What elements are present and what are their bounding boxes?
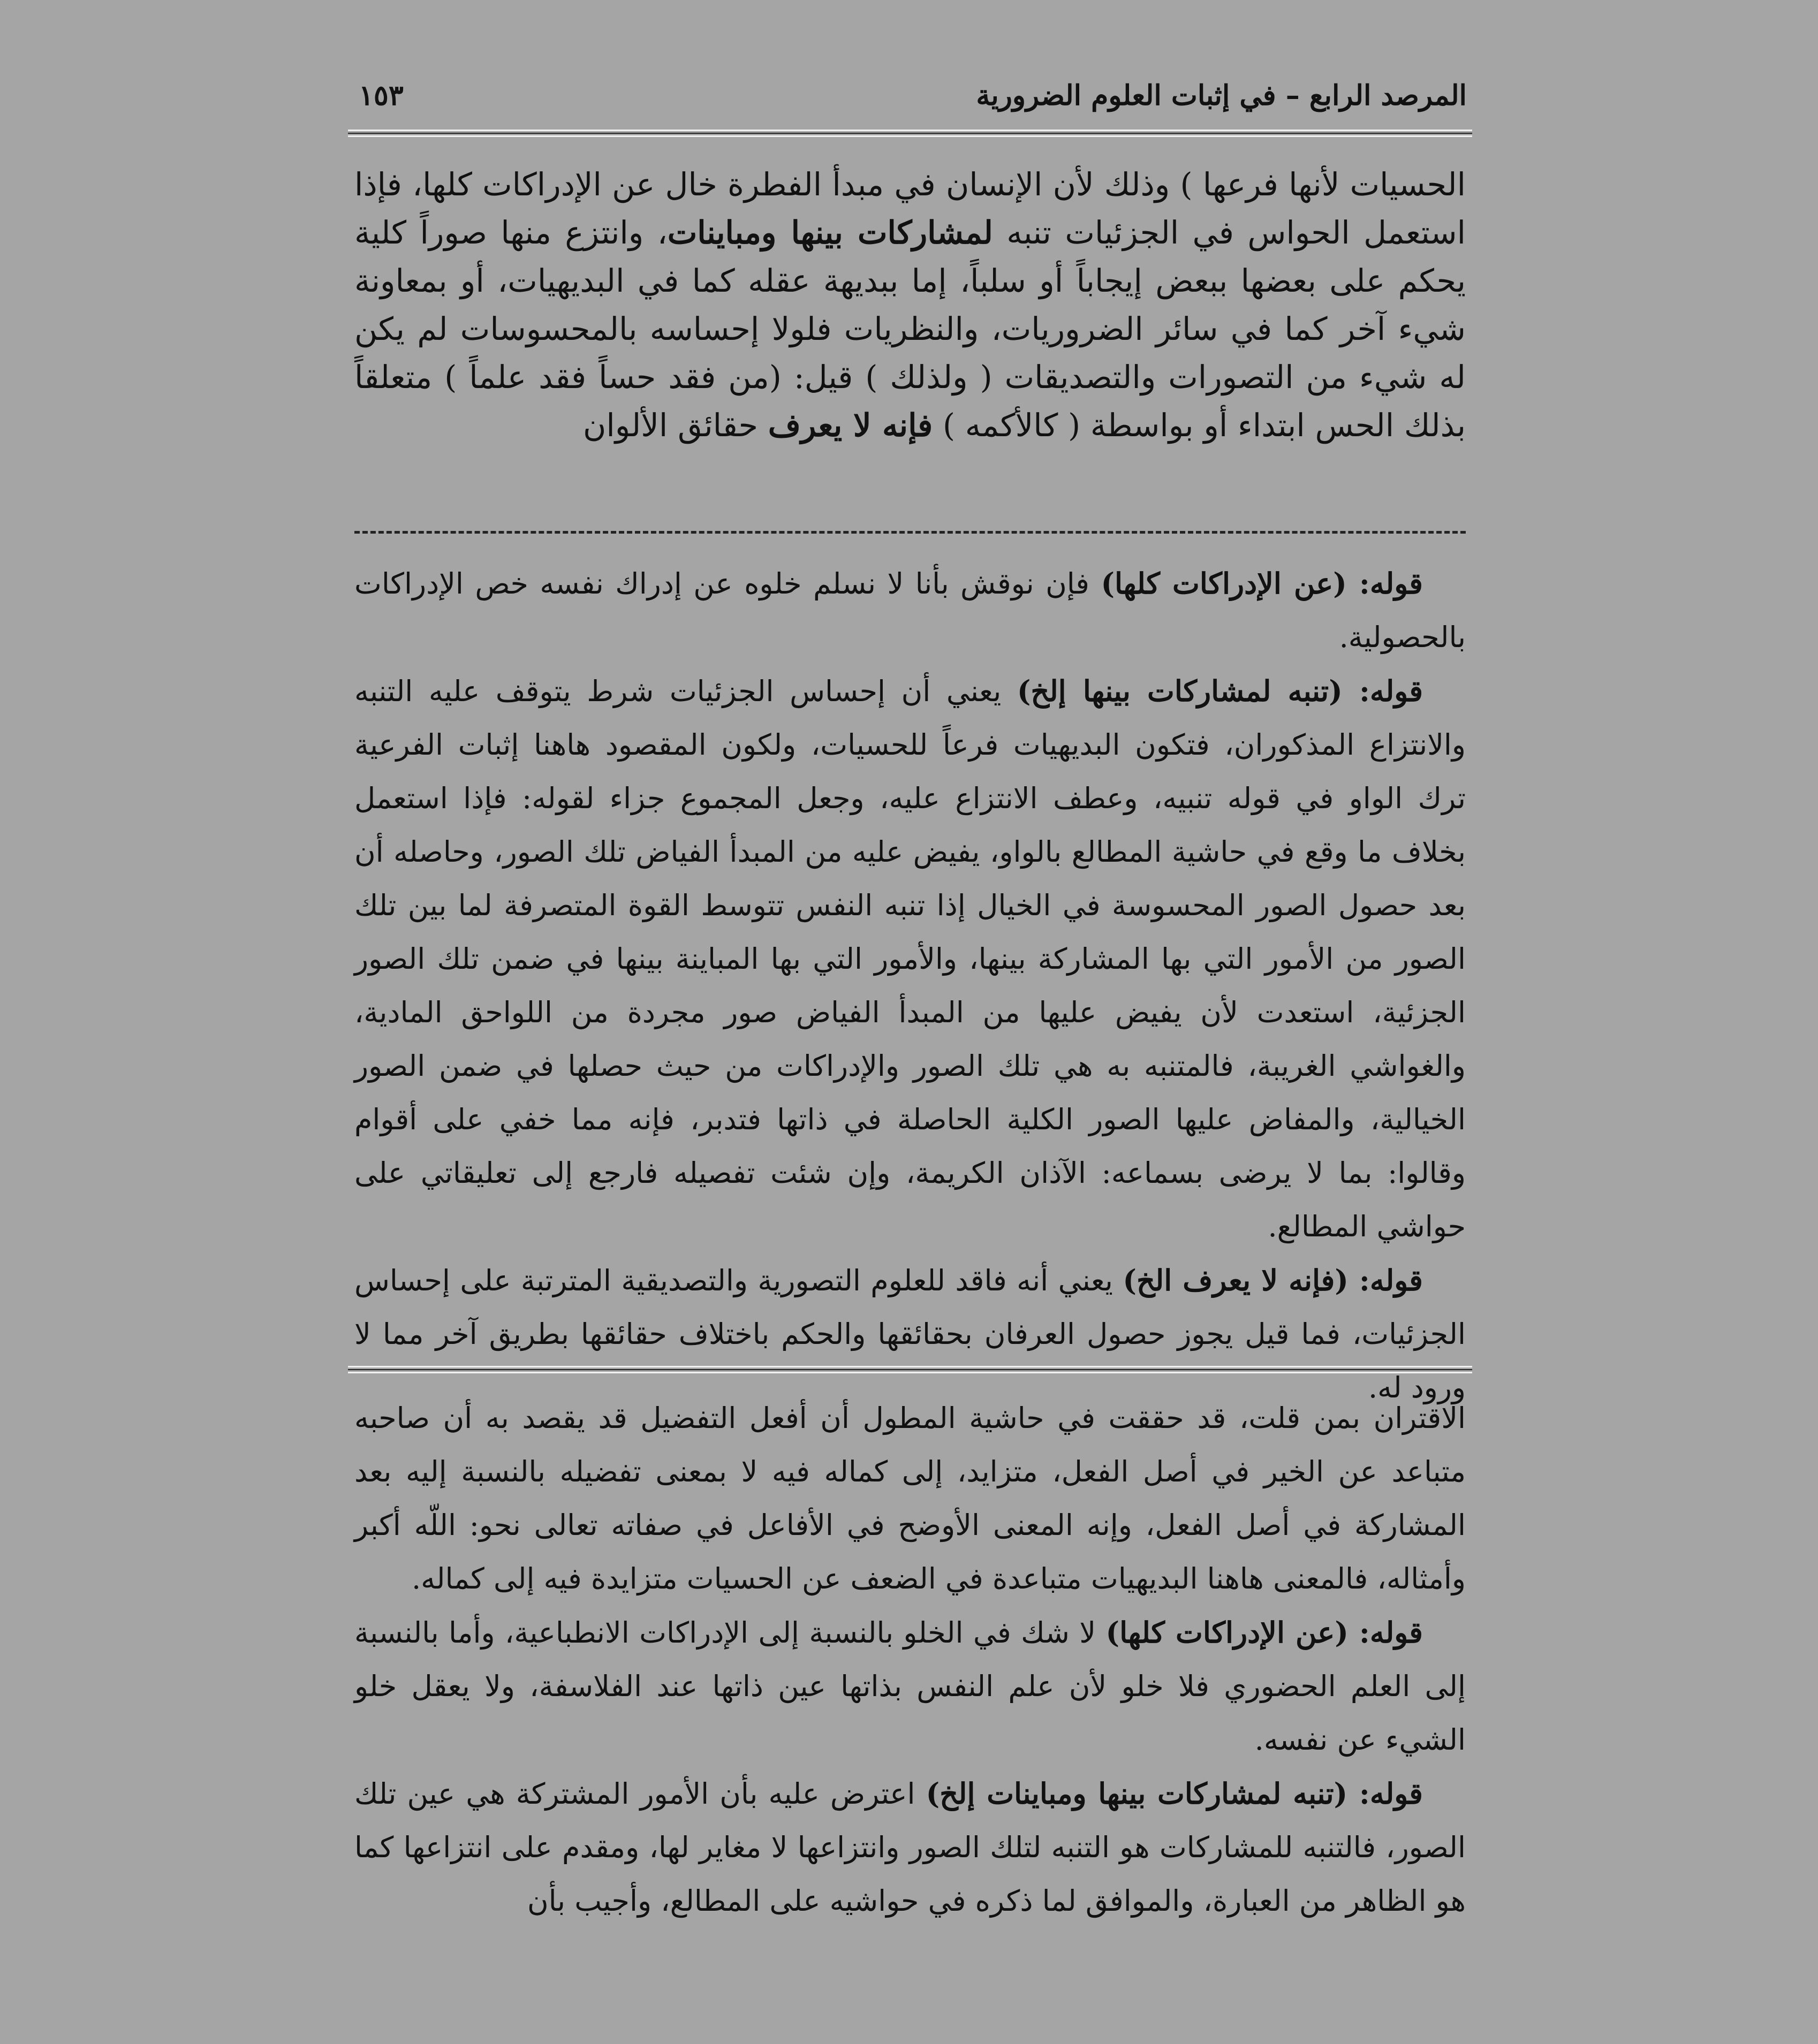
note-text: اعترض عليه بأن الأمور المشتركة هي عين تلك الصور، فالتنبه للمشاركات هو التنبه لتلك الصور وانتزاعها لا مغاير لها، ومقدم على انتزاعها كما هو الظاهر من العبارة، والموافق لما ذكره في حواشيه على المطالع، وأجيب بأن: [354, 1777, 1466, 1918]
note-lead: قوله: [1369, 566, 1423, 601]
note-quote: : (فإنه لا يعرف الخ): [1123, 1263, 1370, 1297]
main-text-part-2: ، وانتزع منها صوراً كلية يحكم على بعضها ببعض إيجاباً أو سلباً، إما ببديهة عقله كما في البديهيات، أو بمعاونة شيء آخر كما في سائر الضروريات، والنظريات فلولا إحساسه بالمحسوسات لم يكن له شيء من التصورات والتصديقات ( ولذلك ) قيل: (من فقد حساً فقد علماً ) متعلقاً بذلك الحس ابتداء أو بواسطة ( كالأكمه ): [354, 214, 1466, 444]
page-number: ١٥٣: [359, 79, 404, 112]
note-quote: : (عن الإدراكات كلها): [1105, 1615, 1370, 1650]
note-quote: : (تنبه لمشاركات بينها إلخ): [1017, 674, 1370, 708]
note-lead: قوله: [1369, 1263, 1423, 1297]
note-quote: : (تنبه لمشاركات بينها ومباينات إلخ): [926, 1776, 1370, 1811]
header-rule: [348, 130, 1472, 137]
main-text-bold-1: لمشاركات بينها ومباينات: [667, 214, 993, 251]
main-paragraph: [354, 161, 1466, 450]
main-text-bold-2: فإنه لا يعرف: [768, 407, 933, 444]
note-lead: قوله: [1369, 1615, 1423, 1650]
commentary-section-1: [354, 557, 1466, 1415]
commentary-note: [354, 1606, 1466, 1767]
commentary-note: [354, 1253, 1466, 1415]
note-quote: : (عن الإدراكات كلها): [1101, 566, 1370, 601]
page-header: [353, 75, 1467, 128]
main-text: [354, 161, 1466, 450]
commentary-intro: الاقتران بمن قلت، قد حققت في حاشية المطول أن أفعل التفضيل قد يقصد به أن صاحبه متباعد عن الخير في أصل الفعل، متزايد، إلى كماله فيه لا بمعنى تفضيله بالنسبة إليه بعد المشاركة في أصل الفعل، وإنه المعنى الأوضح في الأفاعل في صفاته تعالى نحو: اللّه أكبر وأمثاله، فالمعنى هاهنا البديهيات متباعدة في الضعف عن الحسيات متزايدة فيه إلى كماله.: [354, 1401, 1466, 1595]
main-text-part-3: حقائق الألوان: [583, 407, 768, 444]
commentary-note: [354, 1767, 1466, 1928]
chapter-title: المرصد الرابع – في إثبات العلوم الضرورية: [976, 79, 1467, 112]
note-text: يعني أنه فاقد للعلوم التصورية والتصديقية المترتبة على إحساس الجزئيات، فما قيل يجوز حصول العرفان بحقائقها والحكم باختلاف حقائقها بطريق آخر مما لا ورود له.: [354, 1264, 1466, 1404]
text-separator-dashes: [354, 531, 1466, 534]
main-text-part-1: الحسيات لأنها فرعها ) وذلك لأن الإنسان في مبدأ الفطرة خال عن الإدراكات كلها، فإذا استعمل الحواس في الجزئيات تنبه: [354, 166, 1466, 251]
note-lead: قوله: [1369, 1776, 1423, 1811]
note-text: يعني أن إحساس الجزئيات شرط يتوقف عليه التنبه والانتزاع المذكوران، فتكون البديهيات فرعاً للحسيات، ولكون المقصود هاهنا إثبات الفرعية ترك الواو في قوله تنبيه، وعطف الانتزاع عليه، وجعل المجموع جزاء لقوله: فإذا استعمل بخلاف ما وقع في حاشية المطالع بالواو، يفيض عليه من المبدأ الفياض تلك الصور، وحاصله أن بعد حصول الصور المحسوسة في الخيال إذا تنبه النفس تتوسط القوة المتصرفة لما بين تلك الصور من الأمور التي بها المشاركة بينها، والأمور التي بها المباينة بينها في ضمن تلك الصور الجزئية، استعدت لأن يفيض عليها من المبدأ الفياض صور مجردة من اللواحق المادية، والغواشي الغريبة، فالمتنبه به هي تلك الصور والإدراكات من حيث حصلها في ضمن الصور الخيالية، والمفاض عليها الصور الكلية الحاصلة في ذاتها فتدبر، فإنه مما خفي على أقوام وقالوا: بما لا يرضى بسماعه: الآذان الكريمة، وإن شئت تفصيله فارجع إلى تعليقاتي على حواشي المطالع.: [354, 674, 1466, 1243]
commentary-rule: [348, 1366, 1472, 1373]
commentary-note: [354, 664, 1466, 1253]
commentary-note: [354, 557, 1466, 664]
commentary-section-2: [354, 1392, 1466, 1928]
note-text: فإن نوقش بأنا لا نسلم خلوه عن إدراك نفسه خص الإدراكات بالحصولية.: [354, 567, 1466, 654]
note-text: لا شك في الخلو بالنسبة إلى الإدراكات الانطباعية، وأما بالنسبة إلى العلم الحضوري فلا خلو لأن علم النفس بذاتها عين ذاتها عند الفلاسفة، ولا يعقل خلو الشيء عن نفسه.: [354, 1616, 1466, 1757]
note-lead: قوله: [1369, 674, 1423, 708]
